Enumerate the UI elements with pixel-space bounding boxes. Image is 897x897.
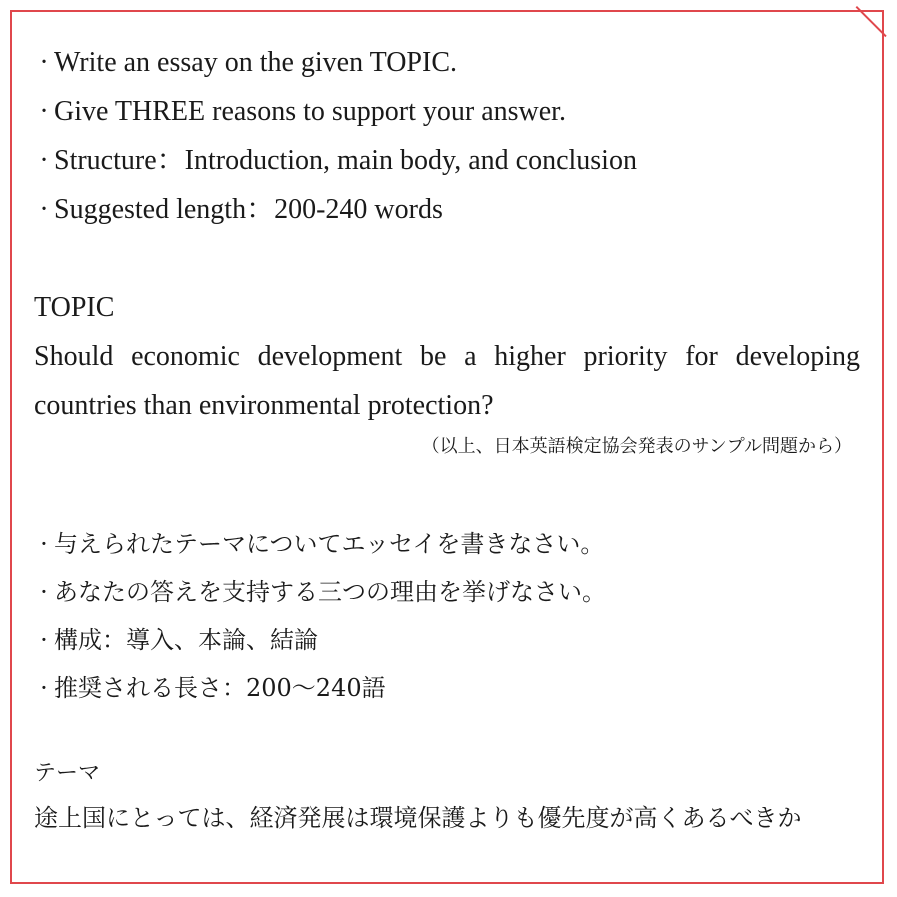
instruction-item-jp bbox=[34, 664, 860, 712]
instruction-text-jp: 与えられたテーマについてエッセイを書きなさい。 bbox=[54, 530, 605, 558]
instruction-text-jp: 推奨される長さ：200〜240語 bbox=[54, 674, 386, 702]
bullet: · bbox=[40, 674, 48, 702]
instruction-text: Structure：Introduction, main body, and conclusion bbox=[54, 145, 637, 176]
document-content bbox=[34, 38, 860, 840]
bullet: · bbox=[39, 47, 49, 78]
topic-en bbox=[34, 283, 860, 462]
bullet: · bbox=[39, 194, 49, 225]
instruction-item-jp bbox=[34, 568, 860, 616]
topic-heading: TOPIC bbox=[34, 292, 115, 323]
topic-question: Should economic development be a higher priority for developing countries than environmental protection? bbox=[34, 341, 860, 421]
topic-question-jp: 途上国にとっては、経済発展は環境保護よりも優先度が高くあるべきか bbox=[34, 804, 802, 832]
instructions-jp bbox=[34, 520, 860, 712]
instruction-item bbox=[34, 136, 860, 185]
instruction-text: Give THREE reasons to support your answer. bbox=[54, 96, 566, 127]
bullet: · bbox=[39, 145, 49, 176]
instruction-item bbox=[34, 87, 860, 136]
instruction-text-jp: 構成：導入、本論、結論 bbox=[54, 626, 318, 654]
topic-heading-jp: テーマ bbox=[34, 761, 101, 786]
instruction-item-jp bbox=[34, 616, 860, 664]
source-note: （以上、日本英語検定協会発表のサンプル問題から） bbox=[421, 436, 852, 457]
bullet: · bbox=[39, 96, 49, 127]
topic-jp bbox=[34, 752, 860, 840]
instruction-text-jp: あなたの答えを支持する三つの理由を挙げなさい。 bbox=[54, 578, 606, 606]
instruction-text: Suggested length：200-240 words bbox=[54, 194, 443, 225]
bullet: · bbox=[40, 578, 48, 606]
instruction-item bbox=[34, 38, 860, 87]
instruction-item bbox=[34, 185, 860, 234]
instruction-item-jp bbox=[34, 520, 860, 568]
bullet: · bbox=[40, 530, 48, 558]
instructions-en bbox=[34, 38, 860, 234]
bullet: · bbox=[40, 626, 48, 654]
instruction-text: Write an essay on the given TOPIC. bbox=[54, 47, 457, 78]
